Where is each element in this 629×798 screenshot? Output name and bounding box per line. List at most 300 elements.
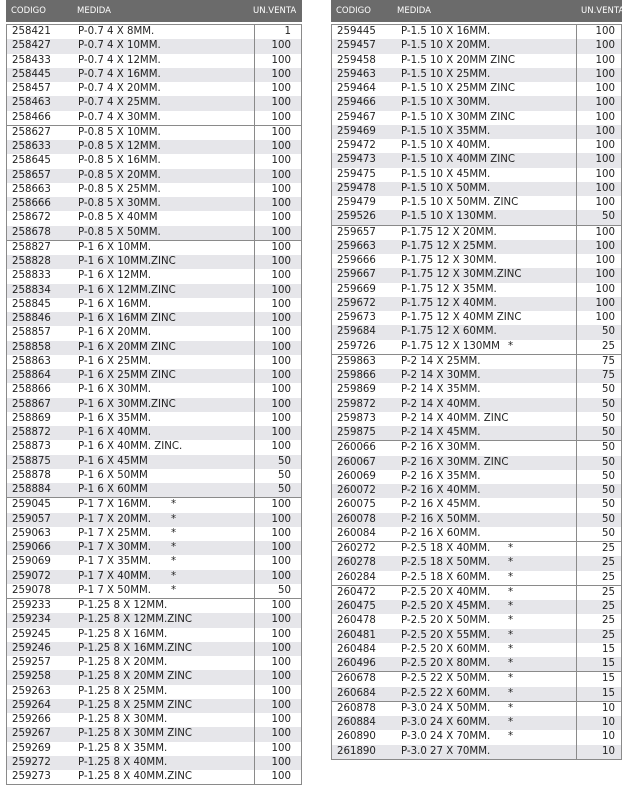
codigo-cell: 258445	[12, 68, 51, 80]
unventa-cell: 1	[254, 25, 295, 39]
codigo-cell: 258663	[12, 183, 51, 195]
medida-cell: P-2 14 X 30MM.	[401, 370, 481, 381]
medida-cell: P-2.5 20 X 40MM.	[401, 586, 491, 598]
medida-cell: P-0.7 4 X 25MM.	[78, 97, 161, 109]
medida-cell: P-1.25 8 X 30MM.	[78, 714, 168, 725]
unventa-cell: 100	[254, 111, 295, 125]
codigo-cell: 260072	[337, 485, 376, 496]
table-row	[332, 716, 621, 730]
unventa-cell: 100	[254, 383, 295, 397]
codigo-cell: 258827	[12, 241, 51, 253]
unventa-cell: 100	[254, 685, 295, 699]
table-row	[7, 426, 301, 440]
table-row	[332, 340, 621, 354]
codigo-cell: 259269	[12, 742, 51, 754]
unventa-cell: 100	[254, 756, 295, 770]
unventa-cell: 50	[576, 484, 619, 498]
codigo-cell: 260878	[337, 702, 376, 714]
codigo-cell: 260884	[337, 717, 376, 728]
note-asterisk: *	[508, 571, 514, 583]
unventa-cell: 100	[254, 440, 295, 454]
note-asterisk: *	[508, 673, 514, 685]
medida-cell: P-1 6 X 35MM.	[78, 412, 152, 424]
note-asterisk: *	[171, 527, 177, 539]
table-row	[7, 54, 301, 68]
medida-cell: P-1 7 X 20MM.	[78, 513, 152, 525]
unventa-cell: 100	[254, 183, 295, 197]
unventa-cell: 100	[576, 311, 619, 325]
table-row	[332, 672, 621, 686]
row-group	[332, 24, 621, 225]
codigo-cell: 259475	[337, 168, 376, 180]
medida-cell: P-1.5 10 X 40MM ZINC	[401, 154, 515, 166]
medida-cell: P-2.5 18 X 50MM.	[401, 557, 491, 569]
unventa-cell: 100	[254, 284, 295, 298]
medida-cell: P-1 6 X 20MM ZINC	[78, 341, 176, 353]
codigo-cell: 260472	[337, 586, 376, 598]
unventa-cell: 75	[576, 355, 619, 369]
note-asterisk: *	[508, 687, 514, 699]
unventa-cell: 100	[576, 297, 619, 311]
medida-cell: P-0.8 5 X 50MM.	[78, 226, 161, 238]
table-row	[7, 398, 301, 412]
unventa-cell: 100	[576, 82, 619, 96]
codigo-cell: 259445	[337, 26, 376, 37]
table-row	[332, 383, 621, 397]
table-row	[7, 197, 301, 211]
medida-cell: P-1.5 10 X 25MM ZINC	[401, 83, 515, 94]
medida-cell: P-1.5 10 X 30MM.	[401, 97, 491, 109]
medida-cell: P-1 6 X 12MM.	[78, 270, 152, 282]
unventa-cell: 100	[576, 39, 619, 53]
codigo-cell: 258857	[12, 327, 51, 339]
unventa-cell: 15	[576, 687, 619, 701]
medida-cell: P-1 7 X 35MM.	[78, 556, 152, 568]
table-row	[332, 153, 621, 167]
unventa-cell: 50	[576, 470, 619, 484]
unventa-cell: 100	[254, 355, 295, 369]
table-row	[332, 111, 621, 125]
unventa-cell: 100	[254, 670, 295, 684]
note-asterisk: *	[508, 615, 514, 627]
unventa-cell: 100	[254, 599, 295, 613]
codigo-cell: 259667	[337, 269, 376, 281]
codigo-cell: 259457	[337, 40, 376, 52]
unventa-cell: 100	[254, 727, 295, 741]
table-row	[7, 642, 301, 656]
medida-cell: P-0.8 5 X 25MM.	[78, 183, 161, 195]
codigo-cell: 258864	[12, 370, 51, 381]
unventa-cell: 100	[576, 111, 619, 125]
medida-cell: P-1.5 10 X 50MM. ZINC	[401, 197, 519, 208]
medida-cell: P-2 16 X 35MM.	[401, 470, 481, 482]
unventa-cell: 100	[576, 54, 619, 68]
unventa-cell: 100	[254, 541, 295, 555]
medida-cell: P-1.75 12 X 35MM.	[401, 283, 497, 295]
unventa-cell: 25	[576, 629, 619, 643]
unventa-cell: 100	[254, 613, 295, 627]
medida-cell: P-0.8 5 X 40MM	[78, 212, 158, 224]
unventa-cell: 50	[576, 513, 619, 527]
unventa-cell: 15	[576, 672, 619, 686]
medida-cell: P-1.25 8 X 25MM ZINC	[78, 699, 192, 711]
table-row	[7, 312, 301, 326]
unventa-cell: 10	[576, 702, 619, 716]
table-row	[7, 298, 301, 312]
note-asterisk: *	[171, 499, 177, 511]
table-row	[7, 412, 301, 426]
codigo-cell: 260278	[337, 557, 376, 569]
medida-cell: P-1.75 12 X 130MM	[401, 340, 500, 352]
unventa-cell: 100	[254, 412, 295, 426]
codigo-cell: 260484	[337, 643, 376, 655]
unventa-cell: 50	[576, 456, 619, 470]
medida-cell: P-0.7 4 X 8MM.	[78, 26, 155, 37]
medida-cell: P-2 14 X 25MM.	[401, 355, 481, 367]
medida-cell: P-1.5 10 X 16MM.	[401, 26, 491, 37]
medida-cell: P-2 14 X 45MM.	[401, 427, 481, 438]
codigo-cell: 259045	[12, 499, 51, 511]
medida-cell: P-2.5 22 X 60MM.	[401, 687, 491, 699]
header-medida: MEDIDA	[77, 6, 111, 16]
table-row	[7, 440, 301, 454]
codigo-cell: 258869	[12, 412, 51, 424]
table-row	[7, 154, 301, 168]
medida-cell: P-1.25 8 X 12MM.	[78, 600, 168, 611]
unventa-cell: 50	[254, 483, 295, 497]
table-row	[332, 600, 621, 614]
medida-cell: P-2 16 X 30MM. ZINC	[401, 456, 509, 468]
medida-cell: P-1.25 8 X 40MM.	[78, 756, 168, 768]
codigo-cell: 259869	[337, 384, 376, 396]
codigo-cell: 260496	[337, 658, 376, 669]
codigo-cell: 258872	[12, 427, 51, 438]
unventa-cell: 100	[254, 498, 295, 512]
right-column	[331, 0, 625, 760]
row-group	[332, 354, 621, 441]
table-row	[7, 82, 301, 96]
codigo-cell: 259866	[337, 370, 376, 381]
unventa-cell: 15	[576, 643, 619, 657]
codigo-cell: 258884	[12, 484, 51, 495]
codigo-cell: 258867	[12, 398, 51, 410]
medida-cell: P-1.5 10 X 30MM ZINC	[401, 111, 515, 123]
unventa-cell: 100	[254, 555, 295, 569]
medida-cell: P-2.5 18 X 60MM.	[401, 571, 491, 583]
medida-cell: P-1 6 X 20MM.	[78, 327, 152, 339]
table-row	[7, 483, 301, 497]
unventa-cell: 100	[576, 240, 619, 254]
medida-cell: P-1 6 X 45MM	[78, 455, 148, 467]
table-row	[332, 571, 621, 585]
codigo-cell: 260678	[337, 673, 376, 685]
medida-cell: P-1 7 X 16MM.	[78, 499, 152, 511]
codigo-cell: 259526	[337, 211, 376, 223]
medida-cell: P-1.75 12 X 40MM ZINC	[401, 312, 522, 323]
medida-cell: P-1.75 12 X 20MM.	[401, 226, 497, 238]
table-row	[7, 140, 301, 154]
table-row	[332, 182, 621, 196]
note-asterisk: *	[171, 542, 177, 553]
unventa-cell: 100	[576, 226, 619, 240]
unventa-cell: 100	[254, 211, 295, 225]
codigo-cell: 258863	[12, 355, 51, 367]
table-row	[7, 369, 301, 383]
medida-cell: P-2 16 X 45MM.	[401, 499, 481, 511]
unventa-cell: 100	[576, 139, 619, 153]
codigo-cell: 259872	[337, 398, 376, 410]
codigo-cell: 259069	[12, 556, 51, 568]
codigo-cell: 259669	[337, 283, 376, 295]
codigo-cell: 259672	[337, 297, 376, 309]
medida-cell: P-1 7 X 25MM.	[78, 527, 152, 539]
codigo-cell: 259233	[12, 600, 51, 611]
table-row	[7, 25, 301, 39]
medida-cell: P-1 6 X 50MM	[78, 469, 148, 481]
table-row	[332, 369, 621, 383]
table-row	[7, 383, 301, 397]
header-unventa: UN.VENTA	[253, 6, 297, 16]
unventa-cell: 100	[254, 656, 295, 670]
codigo-cell: 259467	[337, 111, 376, 123]
table-row	[7, 39, 301, 53]
codigo-cell: 258645	[12, 155, 51, 167]
codigo-cell: 259875	[337, 427, 376, 438]
codigo-cell: 260481	[337, 629, 376, 641]
table-row	[332, 54, 621, 68]
table-row	[332, 82, 621, 96]
table-row	[7, 527, 301, 541]
unventa-cell: 100	[254, 642, 295, 656]
medida-cell: P-1.75 12 X 25MM.	[401, 240, 497, 252]
unventa-cell: 50	[576, 325, 619, 339]
medida-cell: P-0.7 4 X 16MM.	[78, 68, 161, 80]
codigo-cell: 259245	[12, 628, 51, 640]
unventa-cell: 100	[254, 398, 295, 412]
unventa-cell: 10	[576, 716, 619, 730]
header-medida: MEDIDA	[397, 6, 431, 16]
codigo-cell: 260284	[337, 571, 376, 583]
medida-cell: P-1 6 X 10MM.ZINC	[78, 256, 176, 267]
unventa-cell: 100	[254, 369, 295, 383]
table-row	[332, 196, 621, 210]
codigo-cell: 260272	[337, 543, 376, 554]
table-row	[332, 513, 621, 527]
medida-cell: P-1 7 X 40MM.	[78, 570, 152, 582]
table-row	[7, 126, 301, 140]
medida-cell: P-1 6 X 60MM	[78, 484, 148, 495]
codigo-cell: 259657	[337, 226, 376, 238]
codigo-cell: 260890	[337, 731, 376, 743]
unventa-cell: 100	[576, 196, 619, 210]
medida-cell: P-1.5 10 X 35MM.	[401, 125, 491, 137]
table-row	[7, 685, 301, 699]
unventa-cell: 100	[254, 54, 295, 68]
medida-cell: P-1.5 10 X 130MM.	[401, 211, 497, 223]
row-group	[7, 125, 301, 240]
unventa-cell: 100	[254, 341, 295, 355]
unventa-cell: 50	[576, 383, 619, 397]
unventa-cell: 25	[576, 614, 619, 628]
codigo-cell: 259257	[12, 657, 51, 668]
table-row	[7, 727, 301, 741]
header-unventa: UN.VENTA	[581, 6, 625, 16]
unventa-cell: 50	[576, 527, 619, 541]
unventa-cell: 100	[254, 513, 295, 527]
table-row	[332, 39, 621, 53]
medida-cell: P-1.5 10 X 45MM.	[401, 168, 491, 180]
header-codigo: CODIGO	[336, 6, 371, 16]
medida-cell: P-1 6 X 40MM.	[78, 427, 152, 438]
unventa-cell: 100	[576, 125, 619, 139]
unventa-cell: 100	[254, 169, 295, 183]
medida-cell: P-1 6 X 16MM.	[78, 298, 152, 310]
unventa-cell: 100	[254, 770, 295, 784]
note-asterisk: *	[508, 658, 514, 669]
medida-cell: P-2 16 X 40MM.	[401, 485, 481, 496]
unventa-cell: 50	[576, 426, 619, 440]
unventa-cell: 100	[254, 68, 295, 82]
header-codigo: CODIGO	[11, 6, 46, 16]
table-row	[332, 226, 621, 240]
medida-cell: P-3.0 24 X 50MM.	[401, 702, 491, 714]
table-row	[7, 570, 301, 584]
codigo-cell: 258463	[12, 97, 51, 109]
codigo-cell: 259072	[12, 570, 51, 582]
table-row	[332, 470, 621, 484]
note-asterisk: *	[508, 717, 514, 728]
table-row	[7, 326, 301, 340]
unventa-cell: 100	[254, 570, 295, 584]
codigo-cell: 258846	[12, 313, 51, 324]
medida-cell: P-0.8 5 X 16MM.	[78, 155, 161, 167]
medida-cell: P-0.8 5 X 10MM.	[78, 126, 161, 138]
unventa-cell: 25	[576, 600, 619, 614]
codigo-cell: 259063	[12, 527, 51, 539]
table-row	[7, 169, 301, 183]
codigo-cell: 259263	[12, 685, 51, 697]
unventa-cell: 100	[254, 241, 295, 255]
medida-cell: P-0.7 4 X 30MM.	[78, 111, 161, 123]
unventa-cell: 50	[576, 441, 619, 455]
codigo-cell: 259246	[12, 642, 51, 654]
unventa-cell: 100	[254, 312, 295, 326]
table-row	[7, 670, 301, 684]
row-group	[7, 497, 301, 598]
table-row	[332, 542, 621, 556]
table-header	[331, 0, 625, 22]
table-row	[7, 211, 301, 225]
table-row	[332, 556, 621, 570]
unventa-cell: 50	[576, 398, 619, 412]
note-asterisk: *	[171, 584, 177, 596]
table-row	[332, 484, 621, 498]
unventa-cell: 50	[254, 455, 295, 469]
codigo-cell: 260067	[337, 456, 376, 468]
note-asterisk: *	[508, 731, 514, 743]
medida-cell: P-0.7 4 X 12MM.	[78, 54, 161, 66]
table-row	[332, 398, 621, 412]
unventa-cell: 10	[576, 745, 619, 759]
codigo-cell: 259673	[337, 312, 376, 323]
codigo-cell: 261890	[337, 745, 376, 757]
unventa-cell: 50	[254, 584, 295, 598]
medida-cell: P-1.25 8 X 35MM.	[78, 742, 168, 754]
medida-cell: P-1 6 X 25MM ZINC	[78, 370, 176, 381]
codigo-cell: 258866	[12, 384, 51, 396]
row-group	[7, 598, 301, 784]
unventa-cell: 100	[254, 298, 295, 312]
codigo-cell: 259458	[337, 54, 376, 66]
row-group	[332, 701, 621, 759]
note-asterisk: *	[508, 557, 514, 569]
codigo-cell: 259466	[337, 97, 376, 109]
note-asterisk: *	[508, 629, 514, 641]
unventa-cell: 100	[576, 153, 619, 167]
unventa-cell: 25	[576, 571, 619, 585]
codigo-cell: 259478	[337, 182, 376, 194]
table-row	[7, 541, 301, 555]
table-row	[7, 255, 301, 269]
codigo-cell: 258427	[12, 40, 51, 52]
table-row	[332, 687, 621, 701]
medida-cell: P-1.5 10 X 25MM.	[401, 68, 491, 80]
codigo-cell: 258421	[12, 26, 51, 37]
unventa-cell: 100	[254, 96, 295, 110]
table-row	[332, 268, 621, 282]
codigo-cell: 259684	[337, 326, 376, 338]
table-row	[332, 25, 621, 39]
unventa-cell: 50	[576, 498, 619, 512]
table-row	[7, 68, 301, 82]
codigo-cell: 260084	[337, 527, 376, 539]
note-asterisk: *	[508, 543, 514, 554]
medida-cell: P-0.8 5 X 12MM.	[78, 141, 161, 152]
row-group	[7, 24, 301, 125]
table-row	[332, 456, 621, 470]
medida-cell: P-2.5 20 X 60MM.	[401, 643, 491, 655]
medida-cell: P-2.5 20 X 50MM.	[401, 615, 491, 627]
table-row	[332, 412, 621, 426]
medida-cell: P-2.5 22 X 50MM.	[401, 673, 491, 685]
unventa-cell: 10	[576, 730, 619, 744]
codigo-cell: 258466	[12, 111, 51, 123]
unventa-cell: 100	[254, 126, 295, 140]
table-row	[7, 599, 301, 613]
codigo-cell: 258834	[12, 284, 51, 296]
table-row	[7, 699, 301, 713]
note-asterisk: *	[171, 556, 177, 568]
unventa-cell: 100	[576, 168, 619, 182]
table-row	[7, 742, 301, 756]
codigo-cell: 259266	[12, 714, 51, 725]
codigo-cell: 260684	[337, 687, 376, 699]
medida-cell: P-1.25 8 X 40MM.ZINC	[78, 771, 192, 782]
table-row	[332, 311, 621, 325]
table-row	[332, 254, 621, 268]
table-row	[7, 96, 301, 110]
table-row	[332, 139, 621, 153]
medida-cell: P-1 6 X 12MM.ZINC	[78, 284, 176, 296]
unventa-cell: 100	[254, 154, 295, 168]
product-table-right	[331, 24, 622, 760]
codigo-cell: 258845	[12, 298, 51, 310]
codigo-cell: 259273	[12, 771, 51, 782]
unventa-cell: 100	[254, 226, 295, 240]
codigo-cell: 259078	[12, 584, 51, 596]
unventa-cell: 25	[576, 586, 619, 600]
table-row	[332, 745, 621, 759]
